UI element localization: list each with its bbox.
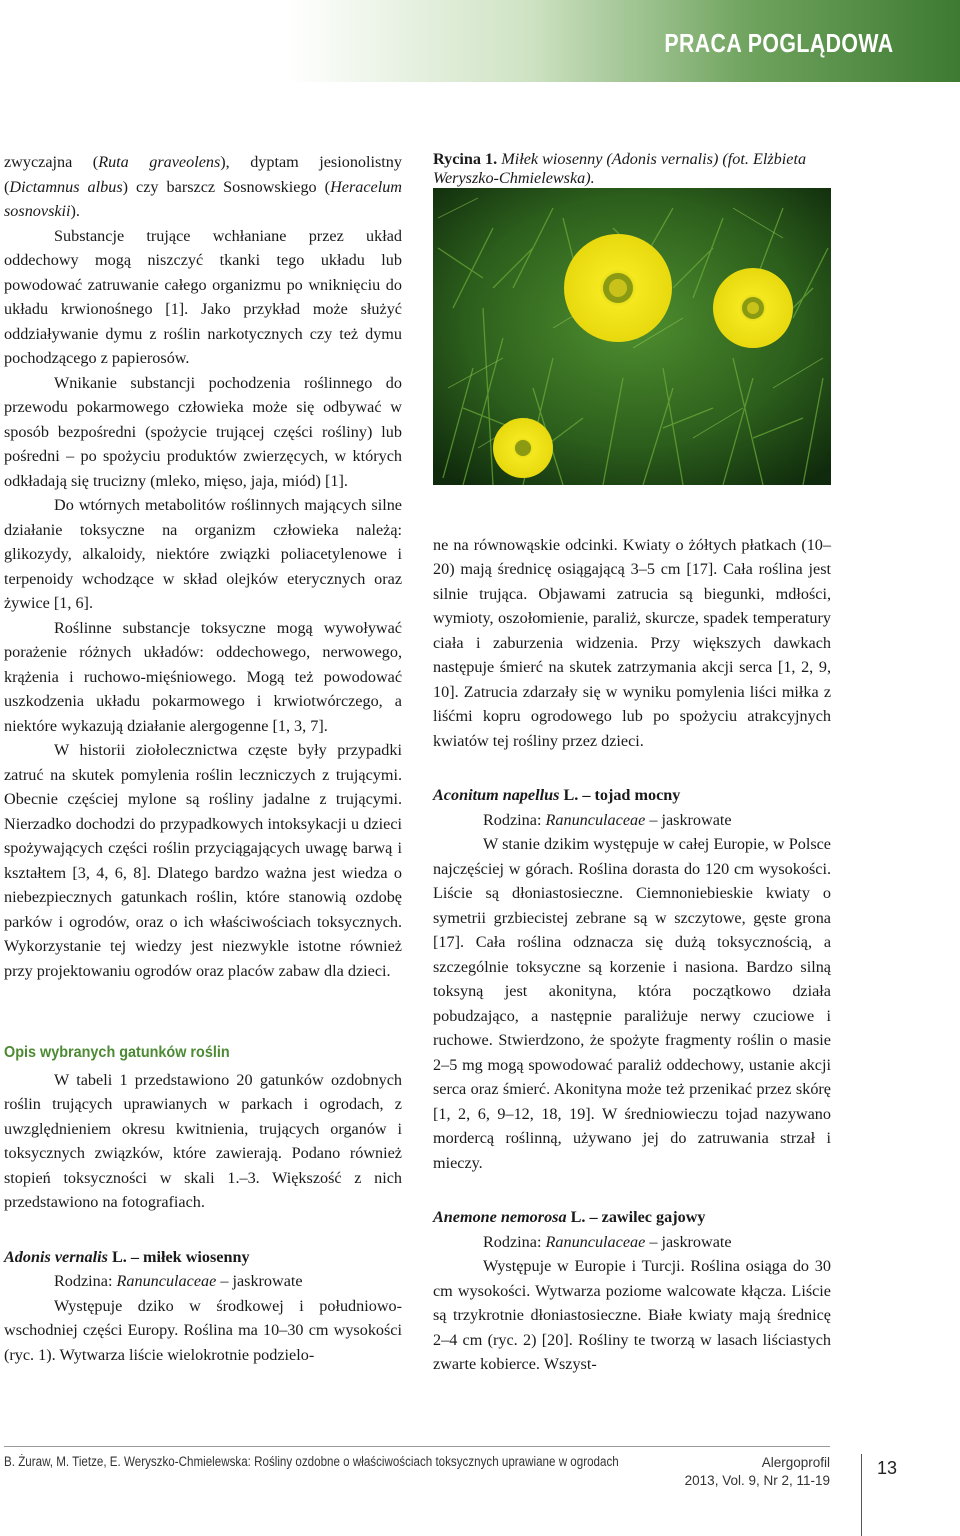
footer-divider	[861, 1454, 862, 1536]
paragraph: Roślinne substancje toksyczne mogą wywoływać porażenie różnych układów: oddechowego, nerwowego, krążenia i ruchowo-mięśniowego. Mogą też powodować uszkodzenia układu pokarmowego i krwiotwórczego, a niektóre wykazują działanie alergogenne [1, 3, 7].	[4, 618, 402, 735]
paragraph: W stanie dzikim występuje w całej Europie, w Polsce najczęściej w górach. Roślina dorasta do 120 cm wysokości. Liście są dłoniastosieczne. Ciemnoniebieskie kwiaty o symetrii grzbiecistej zebrane są w szczytowe, gęste grona [17]. Cała roślina odznacza się dużą toksycznością, a szczególnie toksyczne są korzenie i nasiona. Bardzo silną toksyną jest akonityna, która początkowo działa pobudzająco, a następnie paraliżuje nerwy czuciowe i ruchowe. Stwierdzono, że spożyte fragmenty roślin o masie 2–5 mg mogą spowodować paraliż oddechowy, ustanie akcji serca oraz śmierć. Akonityna może też przenikać przez skórę [1, 2, 6, 9–12, 18, 19]. W średniowieczu tojad nazywano mordercą roślinną, używano jej do zatruwania strzał i mieczy.	[433, 835, 831, 1172]
adonis-photo	[433, 188, 831, 485]
species-heading-anemone: Anemone nemorosa L. – zawilec gajowy	[433, 1208, 706, 1226]
section-heading: Opis wybranych gatunków roślin	[4, 1044, 230, 1061]
footer-rule	[4, 1446, 830, 1447]
paragraph: Do wtórnych metabolitów roślinnych mających silne działanie toksyczne na organizm człowieka należą: glikozydy, alkaloidy, niektóre związki poliacetylenowe i terpenoidy wchodzące w skład olejków eterycznych oraz żywice [1, 6].	[4, 496, 402, 612]
species-family: Rodzina: Ranunculaceae – jaskrowate	[483, 810, 732, 829]
flower-bottom	[493, 418, 553, 478]
figure-caption: Rycina 1. Miłek wiosenny (Adonis vernalis) (fot. Elżbieta Weryszko-Chmielewska).	[433, 150, 807, 187]
paragraph: Substancje trujące wchłaniane przez układ oddechowy mogą niszczyć tkanki tego układu lub powodować zatruwanie całego organizmu po wniknięciu do układu krwionośnego [1]. Jako przykład może służyć oddziaływanie dymu z roślin narkotycznych czy też dymu pochodzącego z papierosów.	[4, 226, 402, 367]
footer-citation: B. Żuraw, M. Tietze, E. Weryszko-Chmielewska: Rośliny ozdobne o właściwościach toksycznych uprawiane w ogrodach	[4, 1454, 619, 1469]
paragraph: ne na równowąskie odcinki. Kwiaty o żółtych płatkach (10–20) mają średnicę osiągającą 3–5 cm [17]. Cała roślina jest silnie trująca. Objawami zatrucia są biegunki, mdłości, wymioty, oszołomienie, paraliż, skurcze, spadek temperatury ciała i zaburzenia widzenia. Przy większych dawkach następuje śmierć na skutek zatrzymania akcji serca [1, 2, 9, 10]. Zatrucia zdarzały się w wyniku pomylenia liści miłka z liśćmi kopru ogrodowego lub po spożyciu atrakcyjnych kwiatów tej rośliny przez dzieci.	[433, 535, 831, 750]
paragraph: W historii ziołolecznictwa częste były przypadki zatruć na skutek pomylenia roślin leczniczych z trującymi. Obecnie częściej mylone są rośliny jadalne z trującymi. Nierzadko dochodzi do przypadkowych intoksykacji u dzieci spożywających części roślin przyciągających uwagę barwą i kształtem [3, 4, 6, 8]. Dlatego bardzo ważna jest wiedza o niebezpiecznych gatunkach roślin, które stanowią ozdobę parków i ogrodów, oraz o ich właściwościach toksycznych. Wykorzystanie tej wiedzy jest niezwykle istotne również przy projektowaniu ogrodów oraz placów zabaw dla dzieci.	[4, 741, 402, 980]
paragraph: Występuje dziko w środkowej i południowo-wschodniej części Europy. Roślina ma 10–30 cm wysokości (ryc. 1). Wytwarza liście wielokrotnie podzielo-	[4, 1296, 402, 1364]
flower-large	[564, 234, 672, 342]
section-title: PRACA POGLĄDOWA	[664, 28, 894, 58]
paragraph: zwyczajna (Ruta graveolens), dyptam jesionolistny (Dictamnus albus) czy barszcz Sosnowskiego (Heracelum sosnovskii).	[4, 153, 402, 220]
left-column	[4, 150, 402, 1367]
flower-right	[713, 268, 793, 348]
species-heading-adonis: Adonis vernalis L. – miłek wiosenny	[4, 1247, 250, 1266]
page-number: 13	[877, 1458, 898, 1478]
paragraph: W tabeli 1 przedstawiono 20 gatunków ozdobnych roślin trujących uprawianych w parkach i ogrodach, z uwzględnieniem okresu kwitnienia, trujących organów i toksycznych związków, które zawierają. Podano również stopień toksyczności w skali 1.–3. Większość z nich przedstawiono na fotografiach.	[4, 1070, 402, 1211]
paragraph: Występuje w Europie i Turcji. Roślina osiąga do 30 cm wysokości. Wytwarza poziome walcowate kłącza. Liście są trzykrotnie dłoniastosieczne. Białe kwiaty mają średnicę 2–4 cm (ryc. 2) [20]. Rośliny te tworzą w lasach liściastych zwarte kobierce. Wszyst-	[433, 1257, 831, 1373]
species-family: Rodzina: Ranunculaceae – jaskrowate	[483, 1232, 732, 1251]
paragraph: Wnikanie substancji pochodzenia roślinnego do przewodu pokarmowego człowieka może się odbywać w sposób bezpośredni (spożycie trującej części rośliny) lub pośredni – po spożyciu produktów zwierzęcych, w których odkładają się trucizny (mleko, mięso, jaja, miód) [1].	[4, 373, 402, 490]
species-heading-aconitum: Aconitum napellus L. – tojad mocny	[433, 786, 681, 804]
right-column	[433, 150, 831, 1377]
journal-name: Alergoprofil	[761, 1455, 830, 1470]
species-family: Rodzina: Ranunculaceae – jaskrowate	[54, 1272, 303, 1290]
journal-volume: 2013, Vol. 9, Nr 2, 11-19	[684, 1473, 830, 1488]
footer-journal	[685, 1454, 830, 1490]
